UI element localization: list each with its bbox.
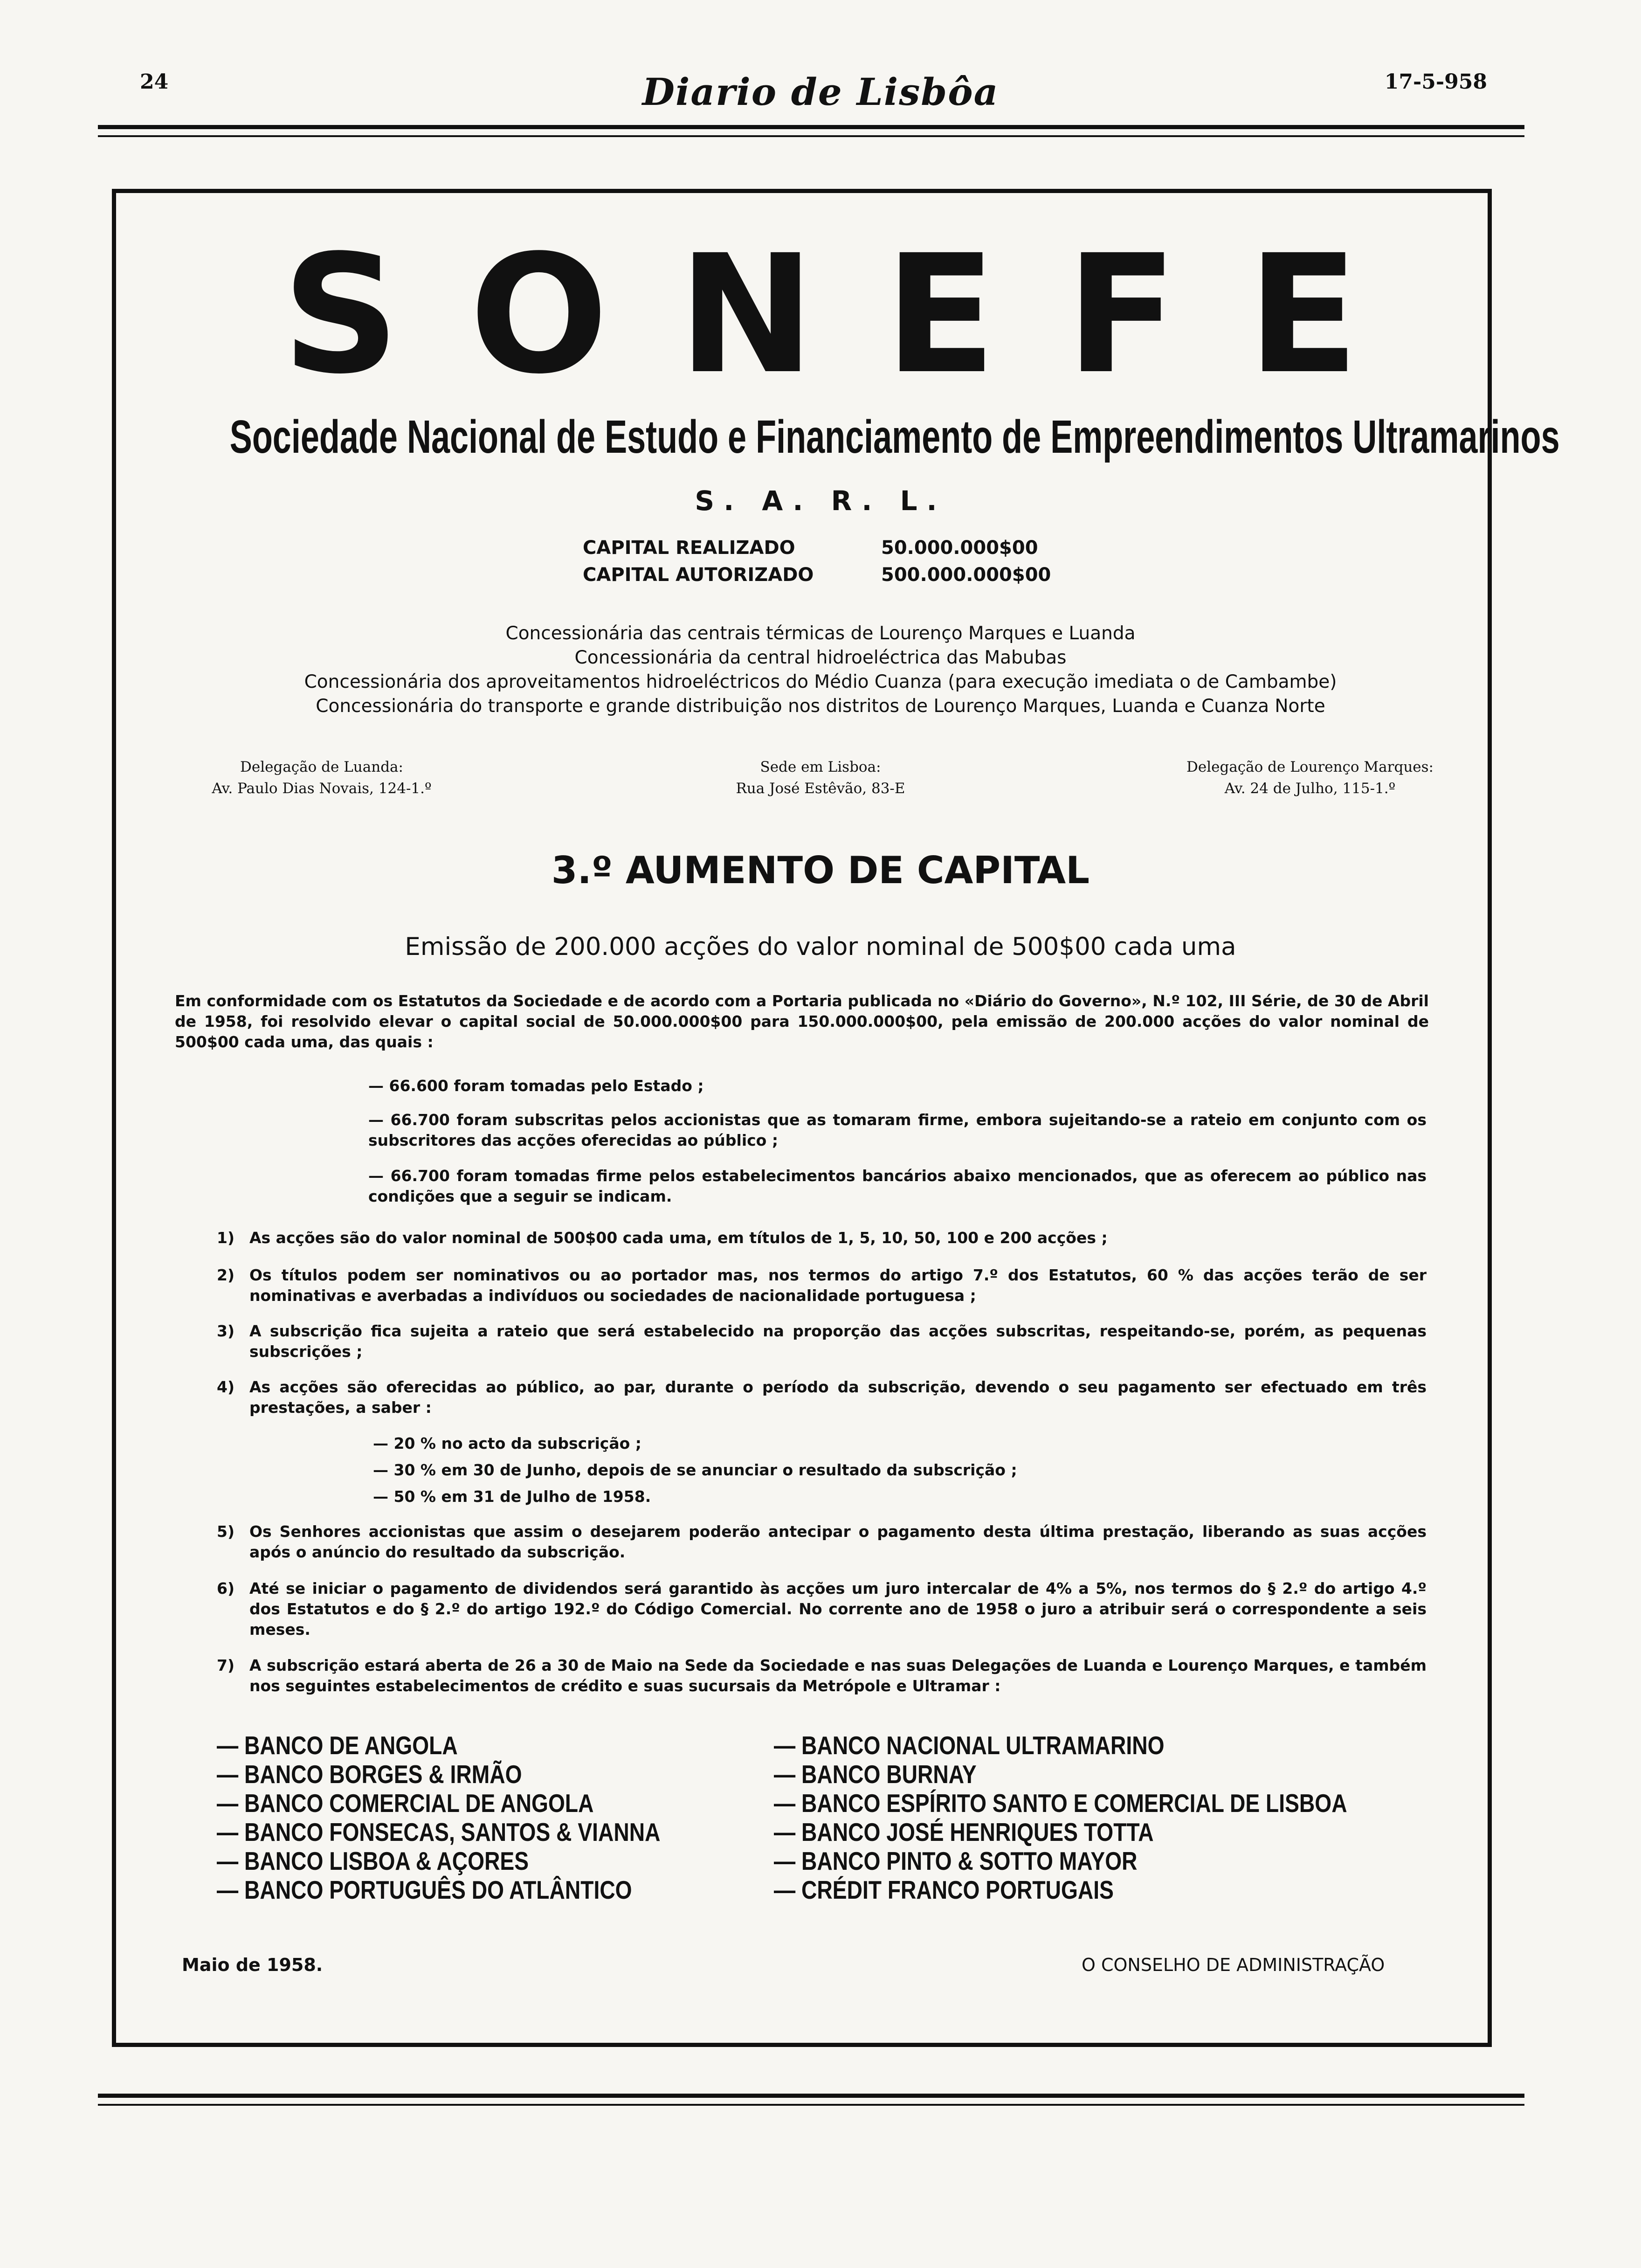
office-address: Rua José Estêvão, 83-E (736, 780, 905, 797)
allocation-item: — 66.600 foram tomadas pelo Estado ; (368, 1077, 704, 1095)
capital-label: CAPITAL REALIZADO (583, 537, 795, 559)
company-full-name: Sociedade Nacional de Estudo e Financiamento de Empreendimentos Ultramarinos (229, 411, 1560, 463)
bank-name: — BANCO PORTUGUÊS DO ATLÂNTICO (217, 1875, 632, 1904)
office-lisbon (657, 756, 984, 799)
condition-text: As acções são do valor nominal de 500$00 cada uma, em títulos de 1, 5, 10, 50, 100 e 200 acções ; (249, 1229, 1108, 1247)
office-title: Delegação de Lourenço Marques: (1186, 759, 1434, 775)
headline: 3.º AUMENTO DE CAPITAL (551, 849, 1090, 892)
bank-name: — BANCO PINTO & SOTTO MAYOR (774, 1846, 1138, 1875)
condition-text: A subscrição fica sujeita a rateio que será estabelecido na proporção das acções subscritas, respeitando-se, porém, as pequenas subscrições ; (249, 1322, 1427, 1361)
condition-number: 2) (217, 1266, 235, 1284)
capital-label: CAPITAL AUTORIZADO (583, 564, 814, 586)
date-line: Maio de 1958. (182, 1955, 323, 1975)
condition-number: 3) (217, 1322, 235, 1340)
condition-text: Os Senhores accionistas que assim o desejarem poderão antecipar o pagamento desta última prestação, liberando as suas acções após o anúncio do resultado da subscrição. (249, 1522, 1427, 1561)
condition-number: 5) (217, 1522, 235, 1541)
legal-form: S. A. R. L. (695, 485, 946, 517)
condition-text: As acções são oferecidas ao público, ao par, durante o período da subscrição, devendo o seu pagamento ser efectuado em três prestações, a saber : (249, 1378, 1427, 1417)
office-title: Delegação de Luanda: (240, 759, 403, 775)
condition-text: Os títulos podem ser nominativos ou ao portador mas, nos termos do artigo 7.º dos Estatutos, 60 % das acções terão de ser nominativas e averbadas a indivíduos ou sociedades de nacionalidade portuguesa ; (249, 1266, 1427, 1305)
condition-text: A subscrição estará aberta de 26 a 30 de Maio na Sede da Sociedade e nas suas Delegações de Luanda e Lourenço Marques, e também nos seguintes estabelecimentos de crédito e suas sucursais da Metrópole e Ultramar : (249, 1656, 1427, 1695)
bank-name: — BANCO FONSECAS, SANTOS & VIANNA (217, 1818, 661, 1846)
condition-item (217, 1655, 1427, 1696)
bank-name: — BANCO NACIONAL ULTRAMARINO (774, 1731, 1165, 1760)
bank-name: — BANCO BURNAY (774, 1760, 977, 1789)
office-address: Av. 24 de Julho, 115-1.º (1224, 780, 1396, 797)
condition-item (217, 1521, 1427, 1563)
allocation-item: — 66.700 foram subscritas pelos accionistas que as tomaram firme, embora sujeitando-se a rateio em conjunto com os subscritores das acções oferecidas ao público ; (368, 1111, 1427, 1149)
concession-line: Concessionária das centrais térmicas de Lourenço Marques e Luanda (505, 623, 1136, 644)
bank-name: — BANCO ESPÍRITO SANTO E COMERCIAL DE LISBOA (774, 1789, 1347, 1818)
installment-item: — 30 % em 30 de Junho, depois de se anunciar o resultado da subscrição ; (373, 1461, 1017, 1479)
capital-value: 50.000.000$00 (881, 537, 1038, 559)
office-lourenco-marques (1133, 756, 1487, 799)
condition-number: 4) (217, 1378, 235, 1396)
condition-item (217, 1228, 1427, 1248)
footer-rule-thin (98, 2104, 1524, 2106)
page-number: 24 (140, 70, 169, 94)
office-address: Av. Paulo Dias Novais, 124-1.º (212, 780, 432, 797)
concession-line: Concessionária do transporte e grande distribuição nos distritos de Lourenço Marques, Luanda e Cuanza Norte (316, 696, 1325, 717)
newspaper-masthead: Diario de Lisbôa (642, 70, 999, 114)
bank-name: — BANCO JOSÉ HENRIQUES TOTTA (774, 1818, 1154, 1846)
condition-item (217, 1377, 1427, 1418)
allocation-item: — 66.700 foram tomadas firme pelos estabelecimentos bancários abaixo mencionados, que as oferecem ao público nas condições que a seguir se indicam. (368, 1167, 1427, 1205)
office-title: Sede em Lisboa: (760, 759, 881, 775)
concession-line: Concessionária da central hidroeléctrica das Mabubas (574, 647, 1067, 668)
office-luanda (159, 756, 485, 799)
bank-name: — BANCO BORGES & IRMÃO (217, 1760, 522, 1789)
header-rule-thin (98, 135, 1524, 137)
bank-name: — BANCO LISBOA & AÇORES (217, 1846, 529, 1875)
installment-item: — 20 % no acto da subscrição ; (373, 1434, 641, 1452)
subheadline: Emissão de 200.000 acções do valor nominal de 500$00 cada uma (405, 933, 1236, 961)
condition-text: Até se iniciar o pagamento de dividendos será garantido às acções um juro intercalar de 4% a 5%, nos termos do § 2.º do artigo 4.º dos Estatutos e do § 2.º do artigo 192.º do Código Comercial. No corrente ano de 1958 o juro a atribuir será o correspondente a seis meses. (249, 1579, 1427, 1639)
intro-paragraph: Em conformidade com os Estatutos da Sociedade e de acordo com a Portaria publicada no «Diário do Governo», N.º 102, III Série, de 30 de Abril de 1958, foi resolvido elevar o capital social de 50.000.000$00 para 150.000.000$00, pela emissão de 200.000 acções do valor nominal de 500$00 cada uma, das quais : (175, 992, 1429, 1051)
footer-rule-thick (98, 2094, 1524, 2098)
bank-name: — BANCO COMERCIAL DE ANGOLA (217, 1789, 594, 1818)
bank-name: — CRÉDIT FRANCO PORTUGAIS (774, 1875, 1114, 1904)
condition-number: 1) (217, 1229, 235, 1247)
condition-item (217, 1578, 1427, 1640)
signature: O CONSELHO DE ADMINISTRAÇÃO (1082, 1955, 1385, 1975)
condition-number: 7) (217, 1656, 235, 1674)
condition-item (217, 1321, 1427, 1362)
company-name: SONEFE (282, 220, 1429, 410)
condition-item (217, 1265, 1427, 1306)
bank-name: — BANCO DE ANGOLA (217, 1731, 458, 1760)
capital-value: 500.000.000$00 (881, 564, 1051, 586)
issue-date: 17-5-958 (1384, 70, 1487, 94)
condition-number: 6) (217, 1579, 235, 1597)
installment-item: — 50 % em 31 de Julho de 1958. (373, 1487, 651, 1506)
header-rule-thick (98, 125, 1524, 129)
concession-line: Concessionária dos aproveitamentos hidroeléctricos do Médio Cuanza (para execução imediata o de Cambambe) (304, 671, 1337, 692)
